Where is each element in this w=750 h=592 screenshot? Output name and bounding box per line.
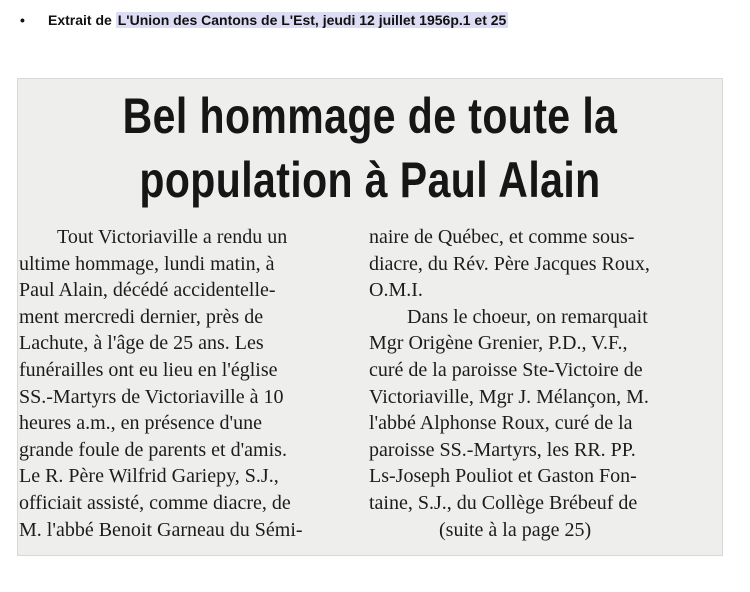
continued-note: (suite à la page 25) <box>439 518 592 541</box>
text-line: diacre, du Rév. Père Jacques Roux, <box>369 252 650 275</box>
text-line: Le R. Père Wilfrid Gariepy, S.J., <box>19 465 279 488</box>
bullet-point: • <box>20 12 25 28</box>
text-line: officiait assisté, comme diacre, de <box>19 491 291 514</box>
text-line: heures a.m., en présence d'une <box>19 412 262 435</box>
caption-prefix: Extrait de <box>48 12 116 28</box>
text-line: paroisse SS.-Martyrs, les RR. PP. <box>369 438 636 461</box>
text-line: Lachute, à l'âge de 25 ans. Les <box>19 332 264 355</box>
text-line: ultime hommage, lundi matin, à <box>19 252 275 275</box>
text-line: l'abbé Alphonse Roux, curé de la <box>369 412 633 435</box>
newspaper-clipping-image <box>17 78 723 556</box>
text-line: M. l'abbé Benoit Garneau du Sémi- <box>19 518 303 541</box>
text-line: Tout Victoriaville a rendu un <box>57 226 288 248</box>
text-line: O.M.I. <box>369 279 423 302</box>
text-line: Mgr Origène Grenier, P.D., V.F., <box>369 332 628 355</box>
source-caption <box>20 12 508 28</box>
text-line: curé de la paroisse Ste-Victoire de <box>369 358 643 381</box>
text-line: grande foule de parents et d'amis. <box>19 438 287 461</box>
text-line: ment mercredi dernier, près de <box>19 305 264 328</box>
text-line: SS.-Martyrs de Victoriaville à 10 <box>19 385 284 408</box>
text-line: taine, S.J., du Collège Brébeuf de <box>369 491 638 514</box>
text-line: Victoriaville, Mgr J. Mélançon, M. <box>369 385 649 408</box>
text-line: Dans le choeur, on remarquait <box>407 305 648 328</box>
article-left-column <box>19 224 359 543</box>
text-line: naire de Québec, et comme sous- <box>369 226 635 248</box>
article-headline <box>81 84 660 212</box>
text-line: funérailles ont eu lieu en l'église <box>19 358 278 381</box>
article-right-column <box>369 224 721 543</box>
text-line: Ls-Joseph Pouliot et Gaston Fon- <box>369 465 637 488</box>
caption-source-highlight: L'Union des Cantons de L'Est, jeudi 12 juillet 1956p.1 et 25 <box>117 12 507 28</box>
headline-line: Bel hommage de toute la <box>122 88 618 144</box>
text-line: Paul Alain, décédé accidentelle- <box>19 279 276 302</box>
headline-line: population à Paul Alain <box>139 152 601 208</box>
